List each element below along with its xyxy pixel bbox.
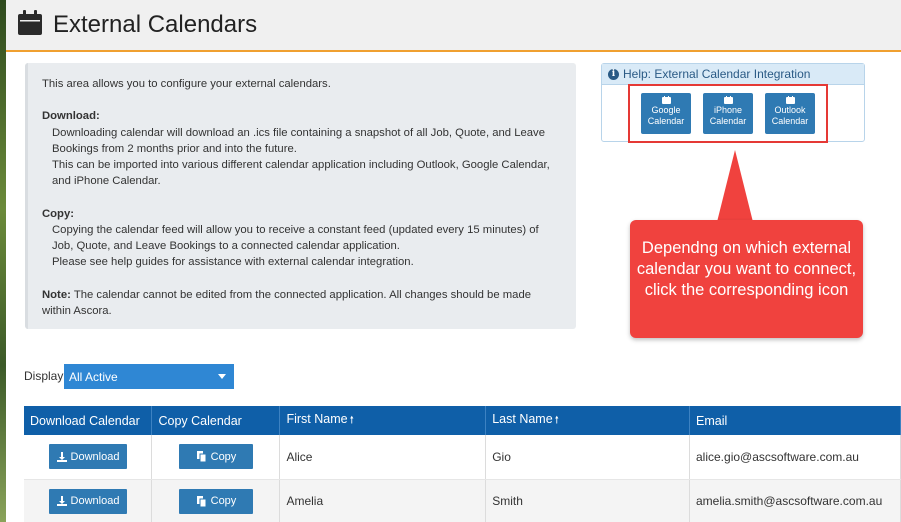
help-panel-title: Help: External Calendar Integration xyxy=(623,67,811,81)
page-title: External Calendars xyxy=(53,11,258,38)
calendar-users-table xyxy=(24,406,901,522)
display-selected-value: All Active xyxy=(69,370,118,384)
background-strip xyxy=(0,0,6,522)
column-first-name[interactable] xyxy=(280,406,486,435)
note-text: The calendar cannot be edited from the connected application. All changes should be made within Ascora. xyxy=(42,288,532,317)
column-last-name[interactable] xyxy=(486,406,690,435)
google-calendar-label-2: Calendar xyxy=(647,116,685,126)
google-calendar-label-1: Google xyxy=(651,105,681,115)
copy-description-1: Copying the calendar feed will allow you to receive a constant feed (updated every 15 minutes) of Job, Quote, and Leave Bookings to a connected calendar application. xyxy=(52,223,539,252)
outlook-calendar-label-1: Outlook xyxy=(774,105,806,115)
copy-label: Copy xyxy=(210,450,237,463)
annotation-callout: Dependng on which external calendar you want to connect, click the corresponding icon xyxy=(630,220,863,338)
download-description-1: Downloading calendar will download an .ics file containing a snapshot of all Job, Quote, and Leave Bookings from 2 months prior and into the future. xyxy=(52,126,545,155)
download-label: Download xyxy=(70,450,120,463)
sort-arrow-icon: 🠕 xyxy=(554,414,559,426)
highlight-box xyxy=(628,84,828,143)
copy-icon xyxy=(197,451,207,462)
download-icon xyxy=(57,496,67,506)
download-label: Download xyxy=(70,495,120,507)
outlook-calendar-label-2: Calendar xyxy=(771,116,809,126)
iphone-calendar-label-2: Calendar xyxy=(709,116,747,126)
iphone-calendar-label-1: iPhone xyxy=(713,105,743,115)
sort-arrow-icon: 🠕 xyxy=(349,414,354,426)
callout-pointer xyxy=(705,150,755,222)
table-row xyxy=(24,435,901,479)
first-name-cell: Amelia xyxy=(280,479,486,522)
download-heading: Download: xyxy=(42,110,100,123)
copy-button[interactable] xyxy=(179,489,253,514)
download-button[interactable] xyxy=(49,444,127,469)
download-description-2: This can be imported into various different calendar application including Outlook, Google Calendar, and iPhone Calendar. xyxy=(52,159,550,188)
download-button[interactable] xyxy=(49,489,127,514)
info-icon: i xyxy=(608,69,619,80)
calendar-icon xyxy=(16,9,44,37)
table-row xyxy=(24,479,901,522)
column-last-name-label: Last Name xyxy=(492,411,553,426)
column-first-name-label: First Name xyxy=(286,411,348,426)
note-heading: Note: xyxy=(42,288,71,301)
email-cell: alice.gio@ascsoftware.com.au xyxy=(690,435,901,479)
column-download-calendar: Download Calendar xyxy=(24,406,152,435)
column-copy-calendar: Copy Calendar xyxy=(152,406,280,435)
display-filter-select[interactable] xyxy=(64,364,234,389)
email-cell: amelia.smith@ascsoftware.com.au xyxy=(690,479,901,522)
copy-label: Copy xyxy=(210,495,237,507)
table-header-row xyxy=(24,406,901,435)
chevron-down-icon xyxy=(218,374,226,379)
copy-heading: Copy: xyxy=(42,207,75,220)
display-label: Display xyxy=(24,369,64,383)
first-name-cell: Alice xyxy=(280,435,486,479)
last-name-cell: Gio xyxy=(486,435,690,479)
column-email[interactable]: Email xyxy=(690,406,901,435)
info-intro: This area allows you to configure your external calendars. xyxy=(42,78,331,90)
copy-icon xyxy=(197,496,207,507)
copy-button[interactable] xyxy=(179,444,253,469)
info-box xyxy=(25,63,576,329)
download-icon xyxy=(57,452,67,462)
help-panel-header xyxy=(602,64,864,85)
last-name-cell: Smith xyxy=(486,479,690,522)
copy-description-2: Please see help guides for assistance with external calendar integration. xyxy=(52,256,414,269)
page-header xyxy=(6,0,901,52)
